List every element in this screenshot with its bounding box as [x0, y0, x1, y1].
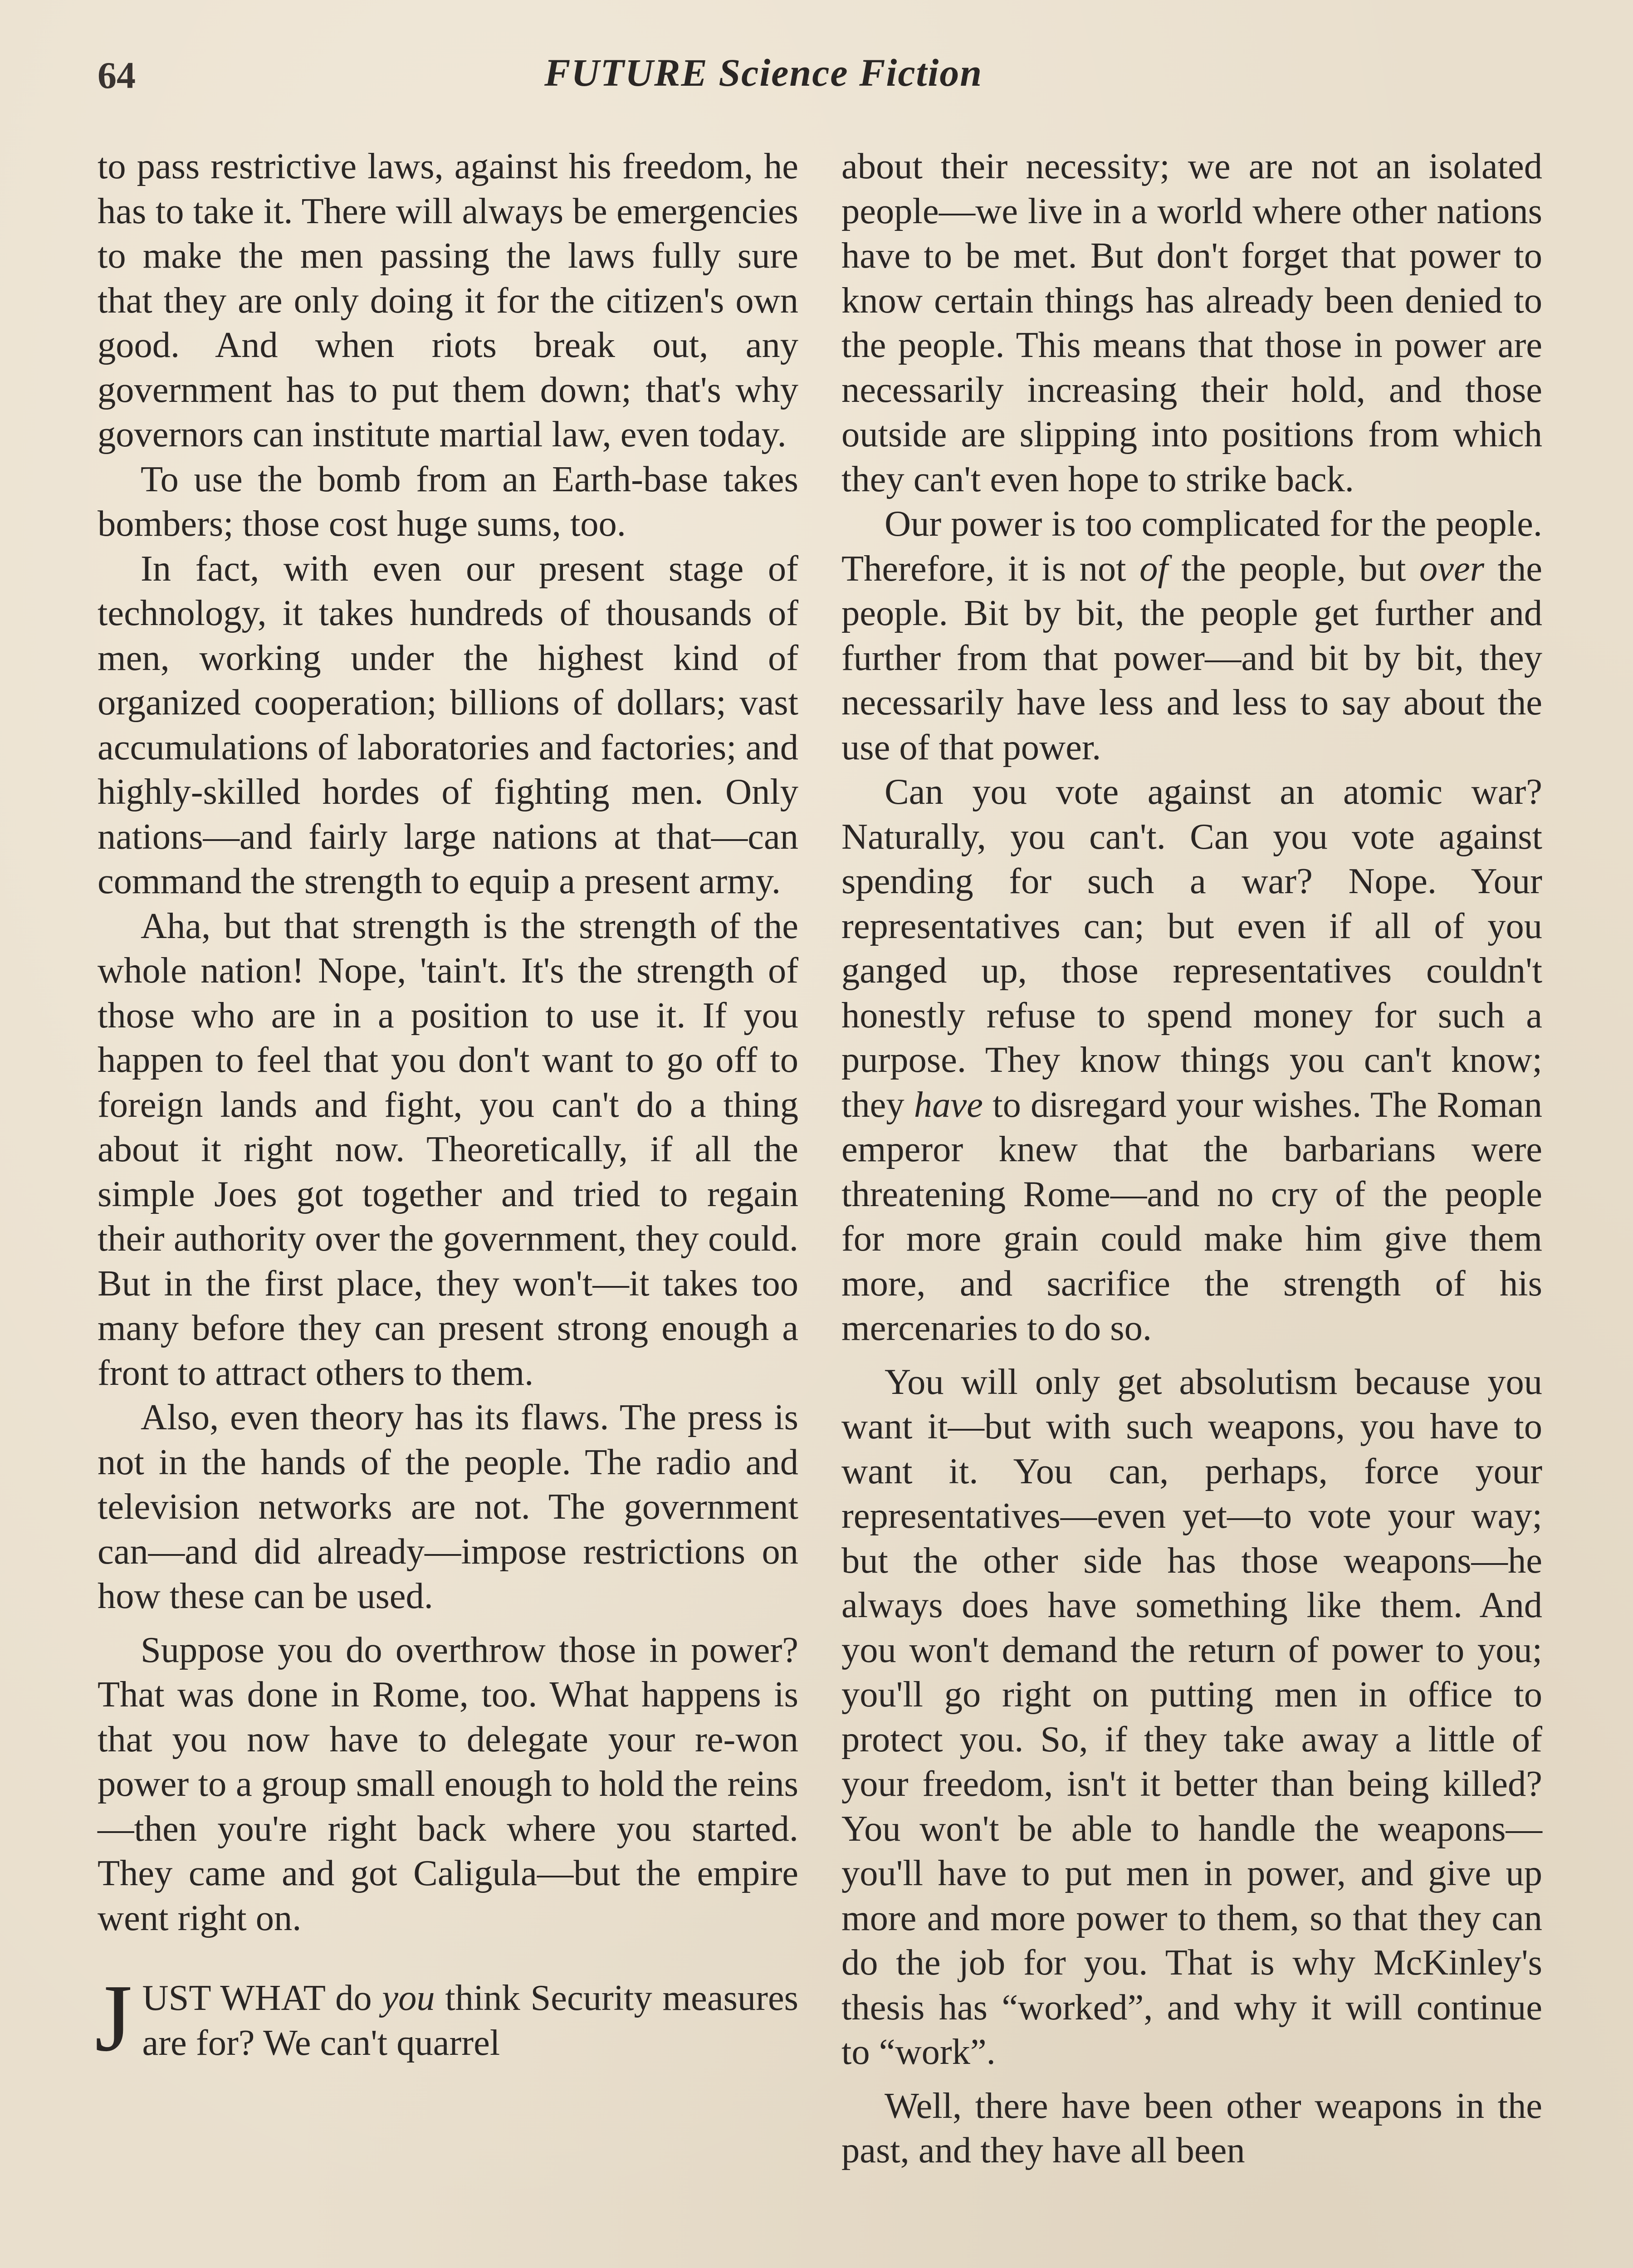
paragraph: Suppose you do overthrow those in power? That was done in Rome, too. What happens is that you now have to delegate your re-won power to a group small enough to hold the reins—then you're right back where you started. They came and got Caligula—but the empire went right on.	[98, 1629, 798, 1938]
paragraph: Aha, but that strength is the strength of the whole nation! Nope, 'tain't. It's the strength of those who are in a position to use it. If you happen to feel that you don't want to go off to foreign lands and fight, you can't do a thing about it right now. Theoretically, if all the simple Joes got together and tried to regain their authority over the government, they could. But in the first place, they won't—it takes too many before they can present strong enough a front to attract others to them.	[98, 905, 798, 1393]
paragraph: You will only get absolutism because you want it—but with such weapons, you have to want it. You can, perhaps, force your representatives—even yet—to vote your way; but the other side has those weapons—he always does have something like them. And you won't demand the return of power to you; you'll go right on putting men in office to protect you. So, if they take away a little of your freedom, isn't it better than being killed? You won't be able to handle the weapons—you'll have to put men in power, and give up more and more power to them, so that they can do the job for you. That is why McKinley's thesis has “worked”, and why it will continue to “work”.	[841, 1361, 1542, 2072]
emphasis: of	[1139, 548, 1168, 589]
paragraph: To use the bomb from an Earth-base takes bombers; those cost huge sums, too.	[98, 459, 798, 544]
text-run: Our power is too complicated for the people. Therefore, it is not	[841, 503, 1542, 589]
paragraph	[841, 770, 1542, 1351]
text-run: the people. Bit by bit, the people get further and further from that power—and bit by bit, they necessarily have less and less to say about the use of that power.	[841, 548, 1542, 767]
emphasis: have	[914, 1084, 983, 1125]
paragraph: Also, even theory has its flaws. The press is not in the hands of the people. The radio and television networks are not. The government can—and did already—impose restrictions on how these can be used.	[98, 1397, 798, 1616]
page-number: 64	[98, 54, 136, 97]
drop-cap: J	[95, 1965, 132, 2071]
paragraph	[841, 502, 1542, 770]
text-run: to disregard your wishes. The Roman emperor knew that the barbarians were threatening Rome—and no cry of the people for more grain could make him give them more, and sacrifice the strength of his mercenaries to do so.	[841, 1084, 1542, 1348]
text-run: Can you vote against an atomic war? Naturally, you can't. Can you vote against spending for such a war? Nope. Your representatives can; but even if all of you ganged up, those representatives couldn't honestly refuse to spend money for such a purpose. They know things you can't know; they	[841, 772, 1542, 1125]
text-run: do	[325, 1978, 382, 2018]
emphasis: you	[382, 1978, 435, 2018]
paragraph: In fact, with even our present stage of technology, it takes hundreds of thousands of men, working under the highest kind of organized cooperation; billions of dollars; vast accumulations of laboratories and factories; and highly-skilled hordes of fighting men. Only nations—and fairly large nations at that—can command the strength to equip a present army.	[98, 548, 798, 901]
dropcap-paragraph	[95, 1965, 799, 2071]
paragraph: about their necessity; we are not an isolated people—we live in a world where other nations have to be met. But don't forget that power to know certain things has already been denied to the people. This means that those in power are necessarily increasing their hold, and those outside are slipping into positions from which they can't even hope to strike back.	[841, 146, 1542, 499]
emphasis: over	[1419, 548, 1485, 589]
paragraph: Well, there have been other weapons in the past, and they have all been	[841, 2085, 1542, 2170]
right-column	[841, 144, 1542, 2173]
dropcap-caps: UST WHAT	[142, 1978, 325, 2018]
page-header	[98, 50, 1540, 104]
text-run: the people, but	[1168, 548, 1419, 589]
paragraph: to pass restrictive laws, against his freedom, he has to take it. There will always be emergencies to make the men passing the laws fully sure that they are only doing it for the citizen's own good. And when riots break out, any government has to put them down; that's why governors can institute martial law, even today.	[98, 146, 798, 455]
left-column	[95, 144, 799, 2071]
text-run: think Security measures are for? We can't quarrel	[142, 1978, 799, 2063]
running-title: FUTURE Science Fiction	[544, 51, 983, 94]
